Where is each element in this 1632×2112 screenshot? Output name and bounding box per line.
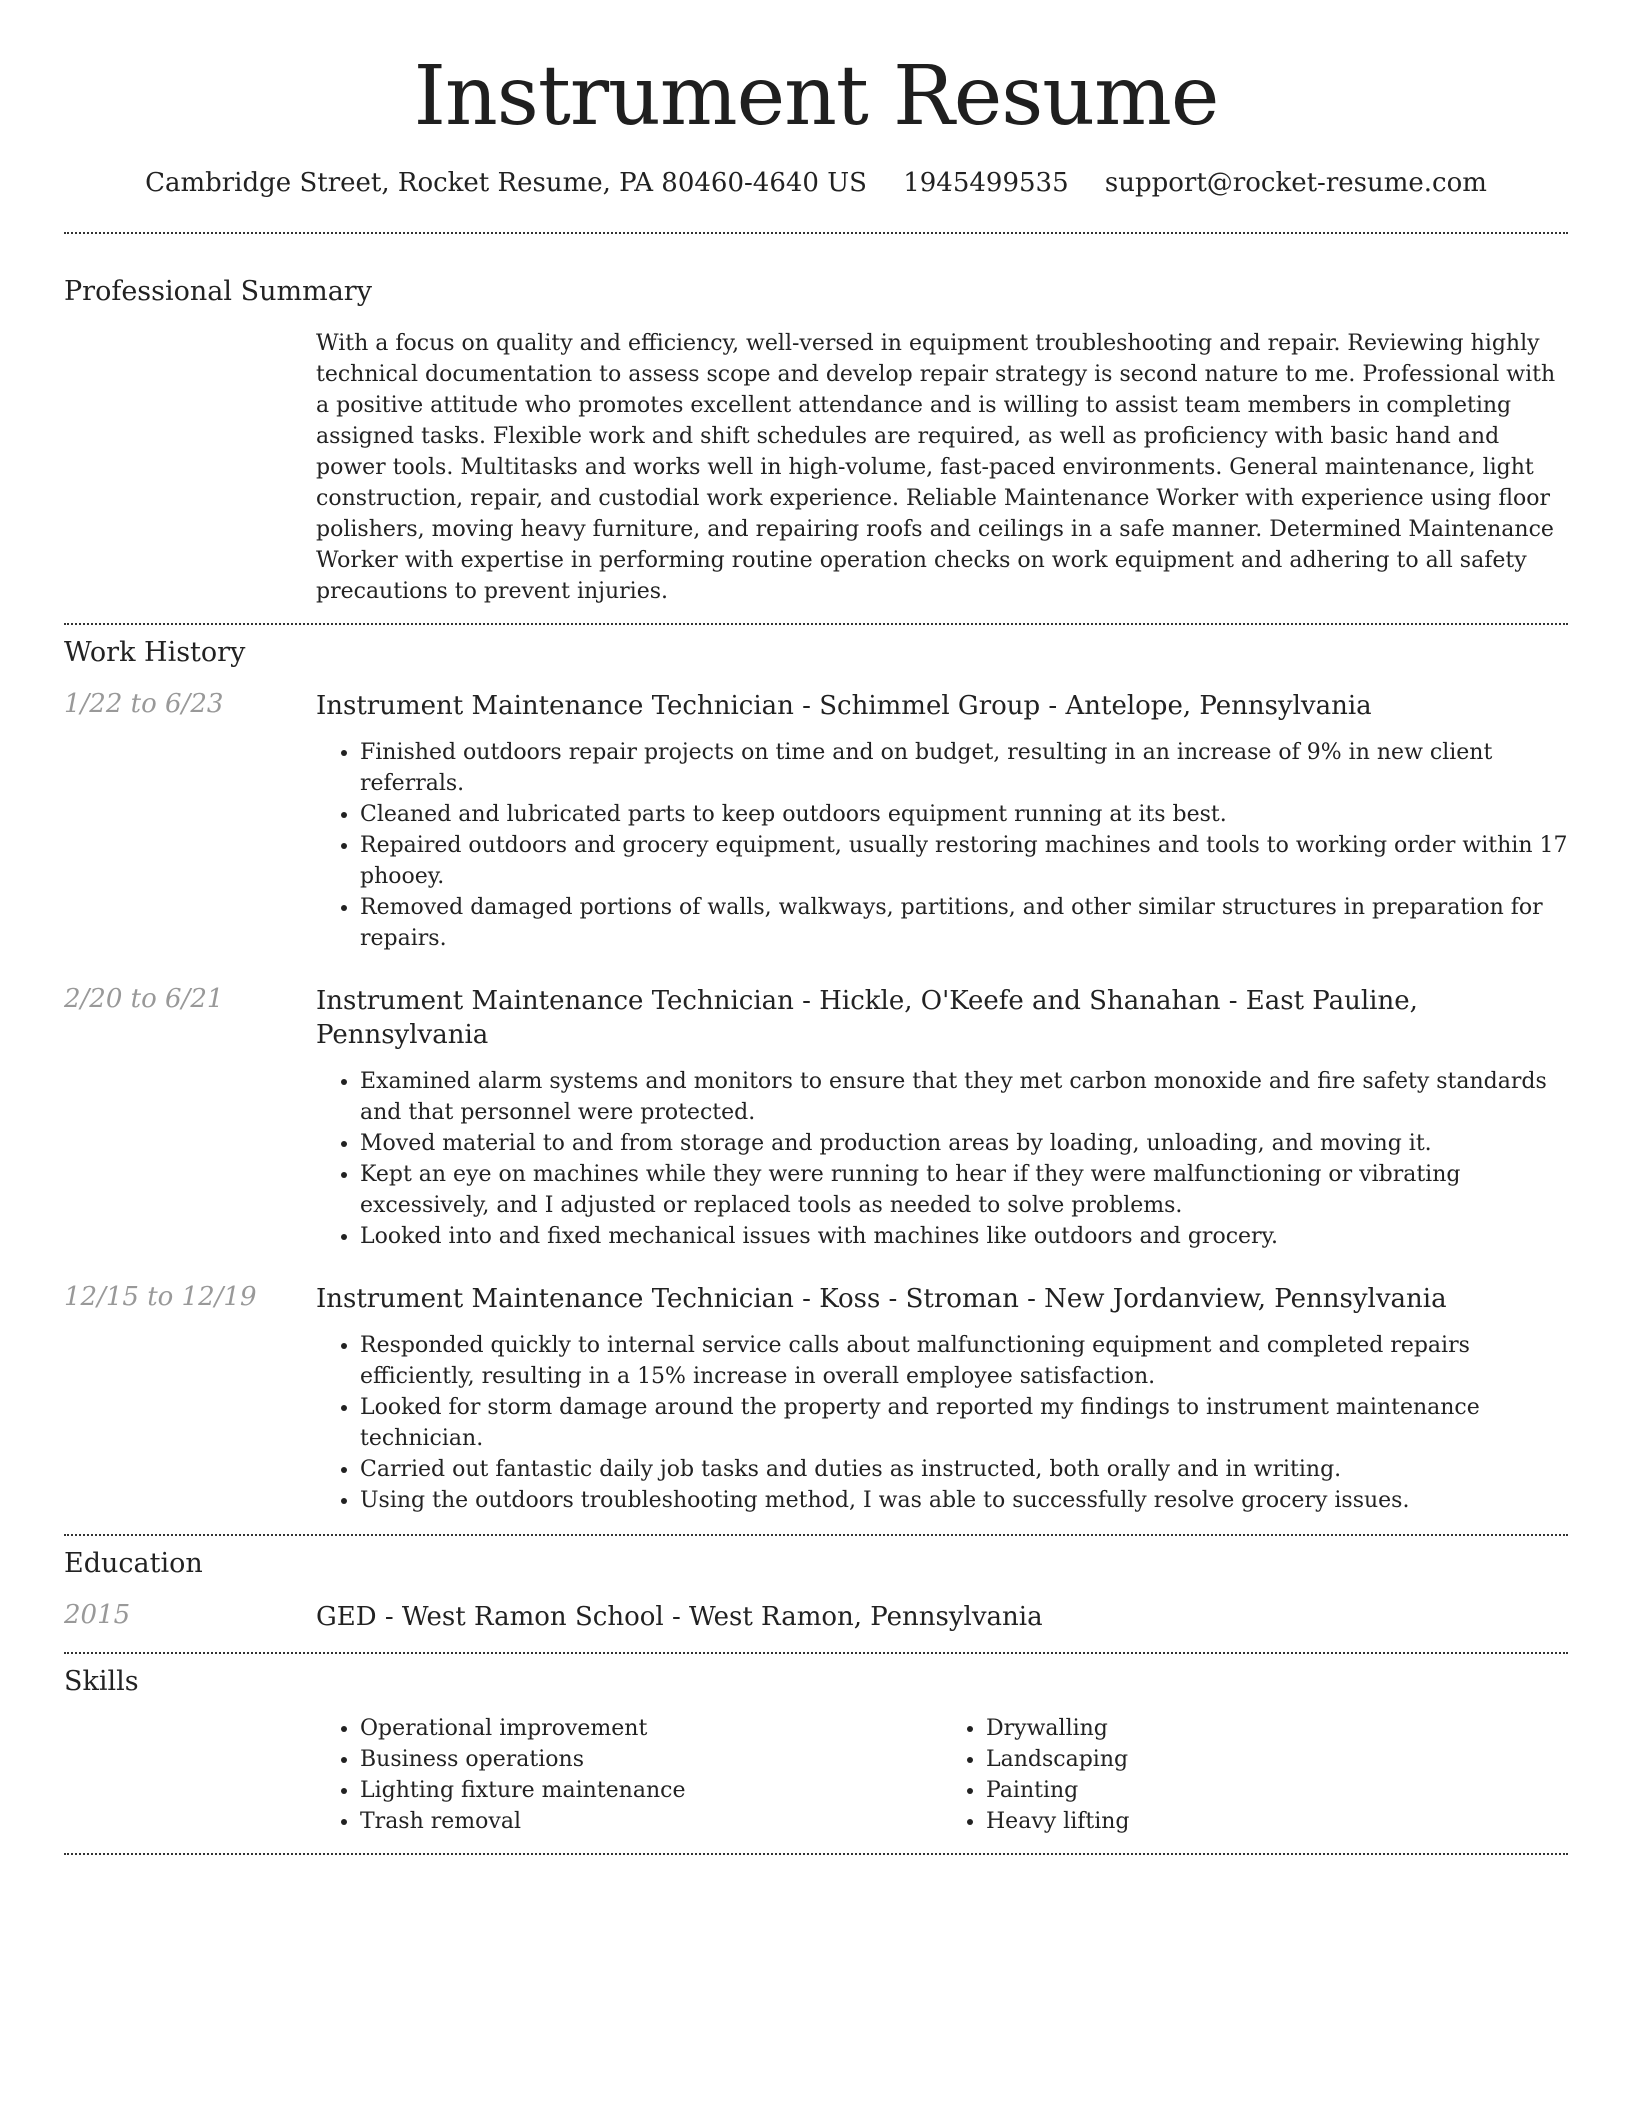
job-bullet: • Looked into and fixed mechanical issues with machines like outdoors and grocery. <box>360 1221 1568 1252</box>
skill-item: • Operational improvement <box>360 1713 942 1744</box>
section-divider <box>64 623 1568 625</box>
job-bullet: • Kept an eye on machines while they were running to hear if they were malfunctioning or vibrating excessively, and I adjusted or replaced tools as needed to solve problems. <box>360 1159 1568 1221</box>
job-bullet: • Cleaned and lubricated parts to keep outdoors equipment running at its best. <box>360 799 1568 830</box>
skill-item: • Lighting fixture maintenance <box>360 1775 942 1806</box>
skill-item: • Drywalling <box>986 1713 1568 1744</box>
summary-text: With a focus on quality and efficiency, well-versed in equipment troubleshooting and repair. Reviewing highly technical documentation to assess scope and develop repair strategy is second nature to me. Professional with a positive attitude who promotes excellent attendance and is willing to assist team members in completing assigned tasks. Flexible work and shift schedules are required, as well as proficiency with basic hand and power tools. Multitasks and works well in high-volume, fast-paced environments. General maintenance, light construction, repair, and custodial work experience. Reliable Maintenance Worker with experience using floor polishers, moving heavy furniture, and repairing roofs and ceilings in a safe manner. Determined Maintenance Worker with expertise in performing routine operation checks on work equipment and adhering to all safety precautions to prevent injuries. <box>316 331 1556 605</box>
skill-item: • Business operations <box>360 1744 942 1775</box>
job-bullet: • Looked for storm damage around the property and reported my findings to instrument maintenance technician. <box>360 1392 1568 1454</box>
job-bullets <box>316 1066 1568 1252</box>
skills-section <box>64 1666 1568 1837</box>
job-bullet: • Carried out fantastic daily job tasks and duties as instructed, both orally and in writing. <box>360 1454 1568 1485</box>
job-bullets <box>316 1330 1568 1516</box>
skills-list-right <box>942 1713 1568 1837</box>
skills-heading: Skills <box>64 1666 139 1698</box>
job-bullet: • Repaired outdoors and grocery equipment, usually restoring machines and tools to working order within 17 phooey. <box>360 830 1568 892</box>
job-bullet: • Responded quickly to internal service calls about malfunctioning equipment and completed repairs efficiently, resulting in a 15% increase in overall employee satisfaction. <box>360 1330 1568 1392</box>
job-title: Instrument Maintenance Technician - Hickle, O'Keefe and Shanahan - East Pauline, Pennsylvania <box>316 986 1418 1051</box>
job-bullet: • Using the outdoors troubleshooting method, I was able to successfully resolve grocery issues. <box>360 1485 1568 1516</box>
skill-item: • Painting <box>986 1775 1568 1806</box>
skill-item: • Landscaping <box>986 1744 1568 1775</box>
job-bullets <box>316 737 1568 954</box>
work-history-heading: Work History <box>64 637 246 669</box>
job-dates: 1/22 to 6/23 <box>64 689 224 720</box>
job-bullet: • Finished outdoors repair projects on time and on budget, resulting in an increase of 9% in new client referrals. <box>360 737 1568 799</box>
contact-email: support@rocket-resume.com <box>1104 168 1487 199</box>
job-dates: 2/20 to 6/21 <box>64 984 224 1015</box>
resume-name: Instrument Resume <box>413 49 1219 144</box>
job-bullet: • Moved material to and from storage and production areas by loading, unloading, and moving it. <box>360 1128 1568 1159</box>
job-entry <box>64 984 1568 1252</box>
skills-list-left <box>316 1713 942 1837</box>
job-entry <box>64 689 1568 954</box>
work-history-section <box>64 637 1568 1516</box>
section-divider <box>64 1652 1568 1654</box>
section-divider <box>64 232 1568 234</box>
job-bullet: • Examined alarm systems and monitors to ensure that they met carbon monoxide and fire safety standards and that personnel were protected. <box>360 1066 1568 1128</box>
contact-address: Cambridge Street, Rocket Resume, PA 80460-4640 US <box>145 168 867 199</box>
job-title: Instrument Maintenance Technician - Koss - Stroman - New Jordanview, Pennsylvania <box>316 1284 1447 1315</box>
section-divider <box>64 1853 1568 1855</box>
summary-heading: Professional Summary <box>64 276 372 308</box>
skill-item: • Heavy lifting <box>986 1806 1568 1837</box>
section-divider <box>64 1534 1568 1536</box>
education-year: 2015 <box>64 1600 131 1631</box>
job-dates: 12/15 to 12/19 <box>64 1282 257 1313</box>
job-bullet: • Removed damaged portions of walls, walkways, partitions, and other similar structures in preparation for repairs. <box>360 892 1568 954</box>
job-entry <box>64 1282 1568 1516</box>
summary-section <box>64 276 1568 607</box>
contact-line <box>0 168 1632 198</box>
education-detail: GED - West Ramon School - West Ramon, Pennsylvania <box>316 1602 1043 1633</box>
contact-phone: 1945499535 <box>903 168 1069 199</box>
education-entry <box>64 1600 1568 1634</box>
education-section <box>64 1548 1568 1634</box>
skill-item: • Trash removal <box>360 1806 942 1837</box>
education-heading: Education <box>64 1548 203 1580</box>
job-title: Instrument Maintenance Technician - Schimmel Group - Antelope, Pennsylvania <box>316 691 1372 722</box>
